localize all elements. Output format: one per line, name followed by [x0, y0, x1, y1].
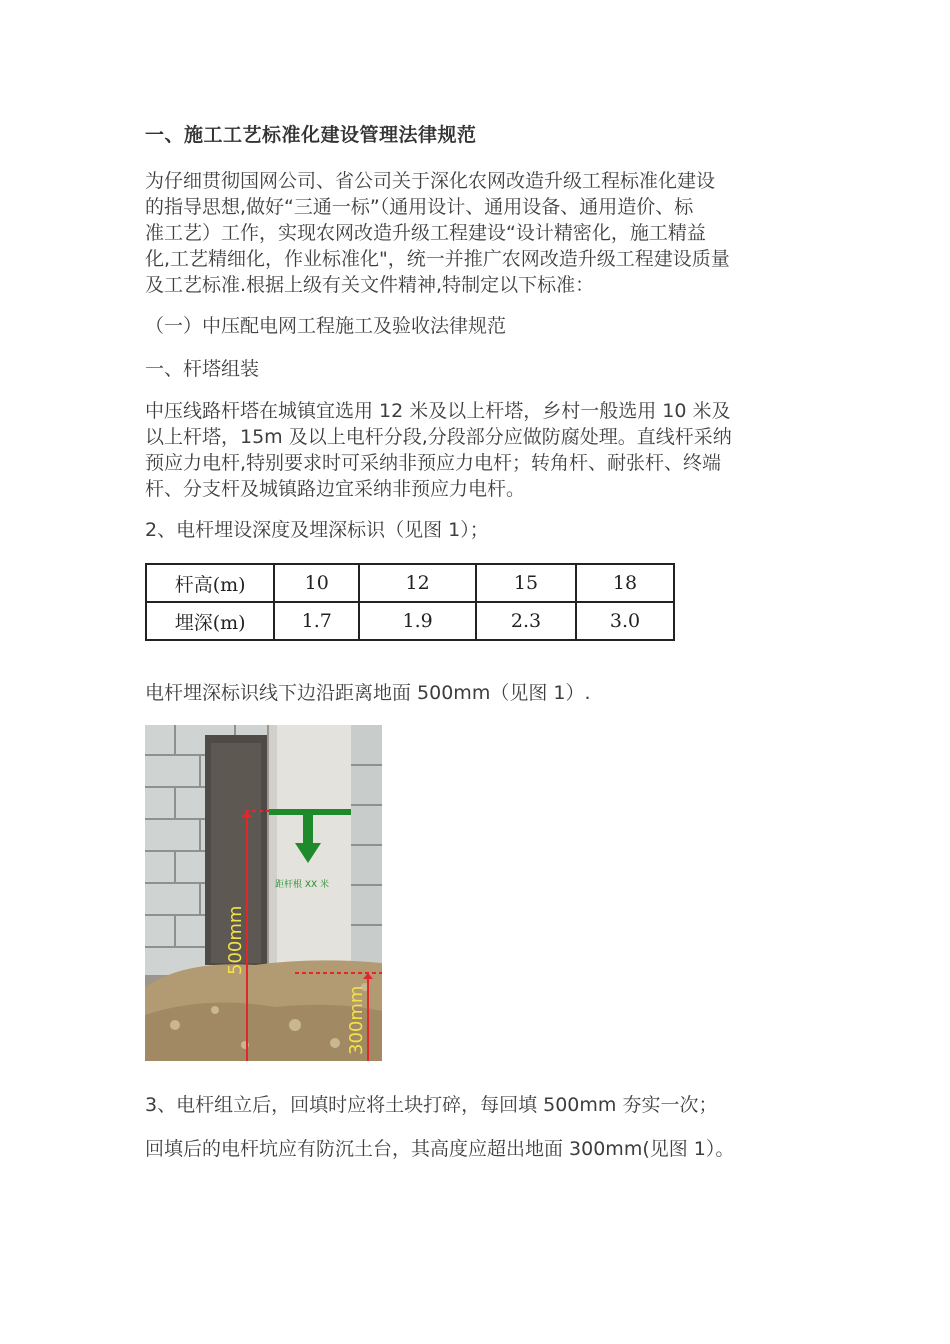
pole-line: 杆、分支杆及城镇路边宜采纳非预应力电杆。: [145, 478, 526, 500]
pole-line: 预应力电杆,特别要求时可采纳非预应力电杆；转角杆、耐张杆、终端: [145, 452, 722, 474]
table-cell: 3.0: [576, 602, 674, 640]
pole-line: 以上杆塔，15m 及以上电杆分段,分段部分应做防腐处理。直线杆采纳: [145, 426, 732, 448]
item-backfill: 3、电杆组立后，回填时应将土块打碎，每回填 500mm 夯实一次；: [145, 1094, 718, 1116]
table-row-label: 埋深(m): [146, 602, 274, 640]
subheading: （一）中压配电网工程施工及验收法律规范: [145, 315, 507, 337]
table-cell: 15: [476, 564, 576, 602]
burial-depth-table: [145, 563, 675, 641]
intro-line: 化,工艺精细化，作业标准化"，统一并推广农网改造升级工程建设质量: [145, 248, 730, 270]
intro-line: 为仔细贯彻国网公司、省公司关于深化农网改造升级工程标准化建设: [145, 170, 716, 192]
intro-paragraph: [145, 168, 810, 298]
table-cell: 1.7: [274, 602, 359, 640]
pole-paragraph: [145, 398, 810, 502]
intro-line: 的指导思想,做好“三通一标”（通用设计、通用设备、通用造价、标: [145, 196, 694, 218]
intro-line: 准工艺）工作，实现农网改造升级工程建设“设计精密化，施工精益: [145, 222, 706, 244]
table-cell: 2.3: [476, 602, 576, 640]
pole-illustration: [145, 725, 382, 1061]
pole-photo: [145, 725, 382, 1061]
table-cell: 1.9: [359, 602, 476, 640]
brick-wall-right: [350, 725, 382, 975]
pole-line: 中压线路杆塔在城镇宜选用 12 米及以上杆塔，乡村一般选用 10 米及: [145, 400, 731, 422]
table-cell: 18: [576, 564, 674, 602]
backfill-note: 回填后的电杆坑应有防沉土台，其高度应超出地面 300mm(见图 1）。: [145, 1138, 735, 1160]
depth-table-container: [145, 563, 675, 643]
marking-note: 电杆埋深标识线下边沿距离地面 500mm（见图 1）.: [145, 682, 591, 704]
item-burial-depth: 2、电杆埋设深度及埋深标识（见图 1）；: [145, 519, 489, 541]
section-heading: 一、施工工艺标准化建设管理法律规范: [145, 124, 477, 146]
label-300mm: 300mm: [346, 985, 367, 1055]
brick-wall-left: [145, 725, 267, 975]
table-cell: 12: [359, 564, 476, 602]
table-cell: 10: [274, 564, 359, 602]
table-row: [146, 602, 674, 640]
table-row-label: 杆高(m): [146, 564, 274, 602]
table-row: [146, 564, 674, 602]
section-title-pole-assembly: 一、杆塔组装: [145, 358, 260, 380]
label-500mm: 500mm: [225, 905, 246, 975]
pole-sign-text: 距杆根 XX 米: [275, 880, 330, 890]
intro-line: 及工艺标准.根据上级有关文件精神,特制定以下标准：: [145, 274, 595, 296]
